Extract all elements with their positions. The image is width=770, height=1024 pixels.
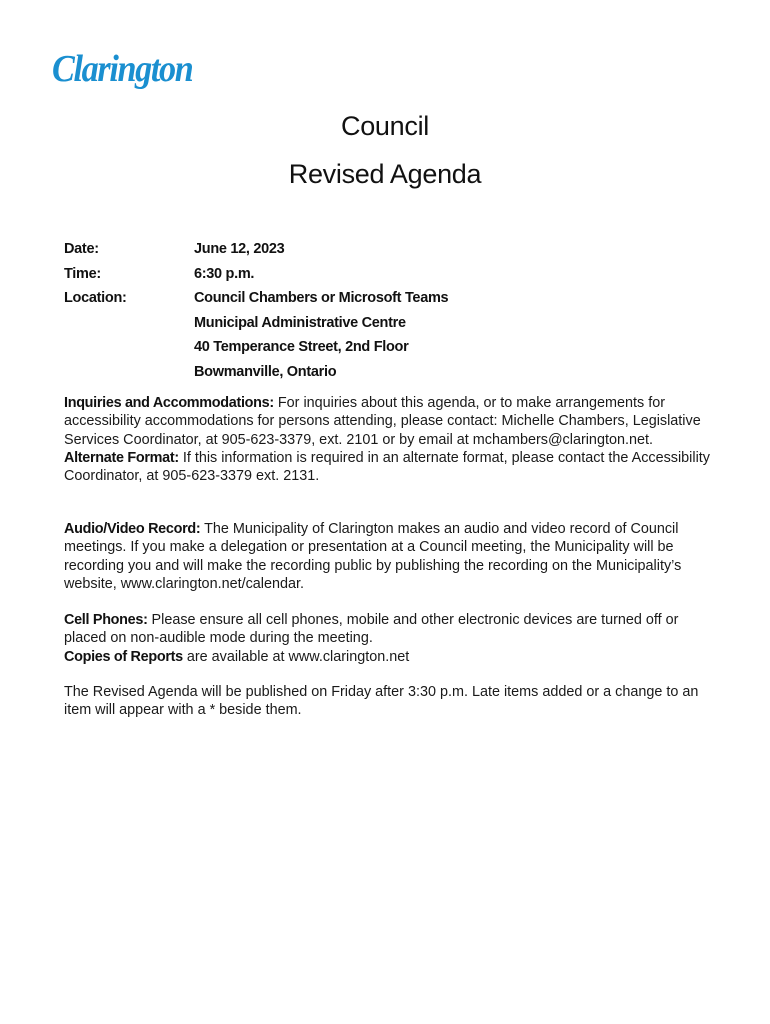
- location-line: 40 Temperance Street, 2nd Floor: [194, 339, 409, 356]
- location-line: Bowmanville, Ontario: [194, 363, 337, 380]
- location-line: Municipal Administrative Centre: [194, 314, 406, 331]
- copies-text: are available at www.clarington.net: [182, 648, 410, 665]
- inquiries-paragraph: [64, 394, 724, 485]
- cell-phones-paragraph: [64, 611, 724, 666]
- clarington-logo: Clarington: [52, 48, 193, 90]
- audio-video-paragraph: [64, 520, 724, 593]
- alternate-format-label: Alternate Format:: [64, 449, 179, 466]
- cell-phones-text: Please ensure all cell phones, mobile and other electronic devices are turned off or placed on non-audible mode during the meeting.: [64, 612, 679, 647]
- meeting-details: [64, 237, 448, 384]
- inquiries-label: Inquiries and Accommodations:: [64, 395, 274, 411]
- time-label: Time:: [64, 265, 101, 282]
- time-value: 6:30 p.m.: [194, 265, 255, 282]
- page-subtitle: [0, 159, 770, 190]
- date-label: Date:: [64, 241, 99, 258]
- page-title: [0, 111, 770, 142]
- location-row: [64, 360, 448, 385]
- title-line-council: Council: [341, 111, 429, 141]
- inquiries-text: For inquiries about this agenda, or to make arrangements for accessibility accommodations for persons attending, please contact: Michelle Chambers, Legislative Services Coordinator, at 905-623-3379, ext. 2101 or by email at mchambers@clarington.net.: [64, 395, 701, 448]
- date-row: [64, 237, 448, 262]
- time-row: [64, 262, 448, 287]
- location-row: [64, 335, 448, 360]
- alternate-format-text: If this information is required in an alternate format, please contact the Accessibility Coordinator, at 905-623-3379 ext. 2131.: [64, 449, 710, 485]
- date-value: June 12, 2023: [194, 241, 285, 258]
- audio-video-text: The Municipality of Clarington makes an audio and video record of Council meetings. If you make a delegation or presentation at a Council meeting, the Municipality will be recording you and will make the recording public by publishing the recording on the Municipality’s website, www.clarington.net/calendar.: [64, 521, 682, 592]
- location-row: [64, 286, 448, 311]
- location-row: [64, 311, 448, 336]
- revised-agenda-note: The Revised Agenda will be published on Friday after 3:30 p.m. Late items added or a change to an item will appear with a * beside them.: [64, 684, 699, 719]
- audio-video-label: Audio/Video Record:: [64, 521, 201, 537]
- location-line: Council Chambers or Microsoft Teams: [194, 290, 449, 307]
- cell-phones-label: Cell Phones:: [64, 612, 148, 628]
- title-line-revised-agenda: Revised Agenda: [288, 159, 482, 189]
- copies-label: Copies of Reports: [64, 648, 183, 665]
- location-label: Location:: [64, 290, 127, 307]
